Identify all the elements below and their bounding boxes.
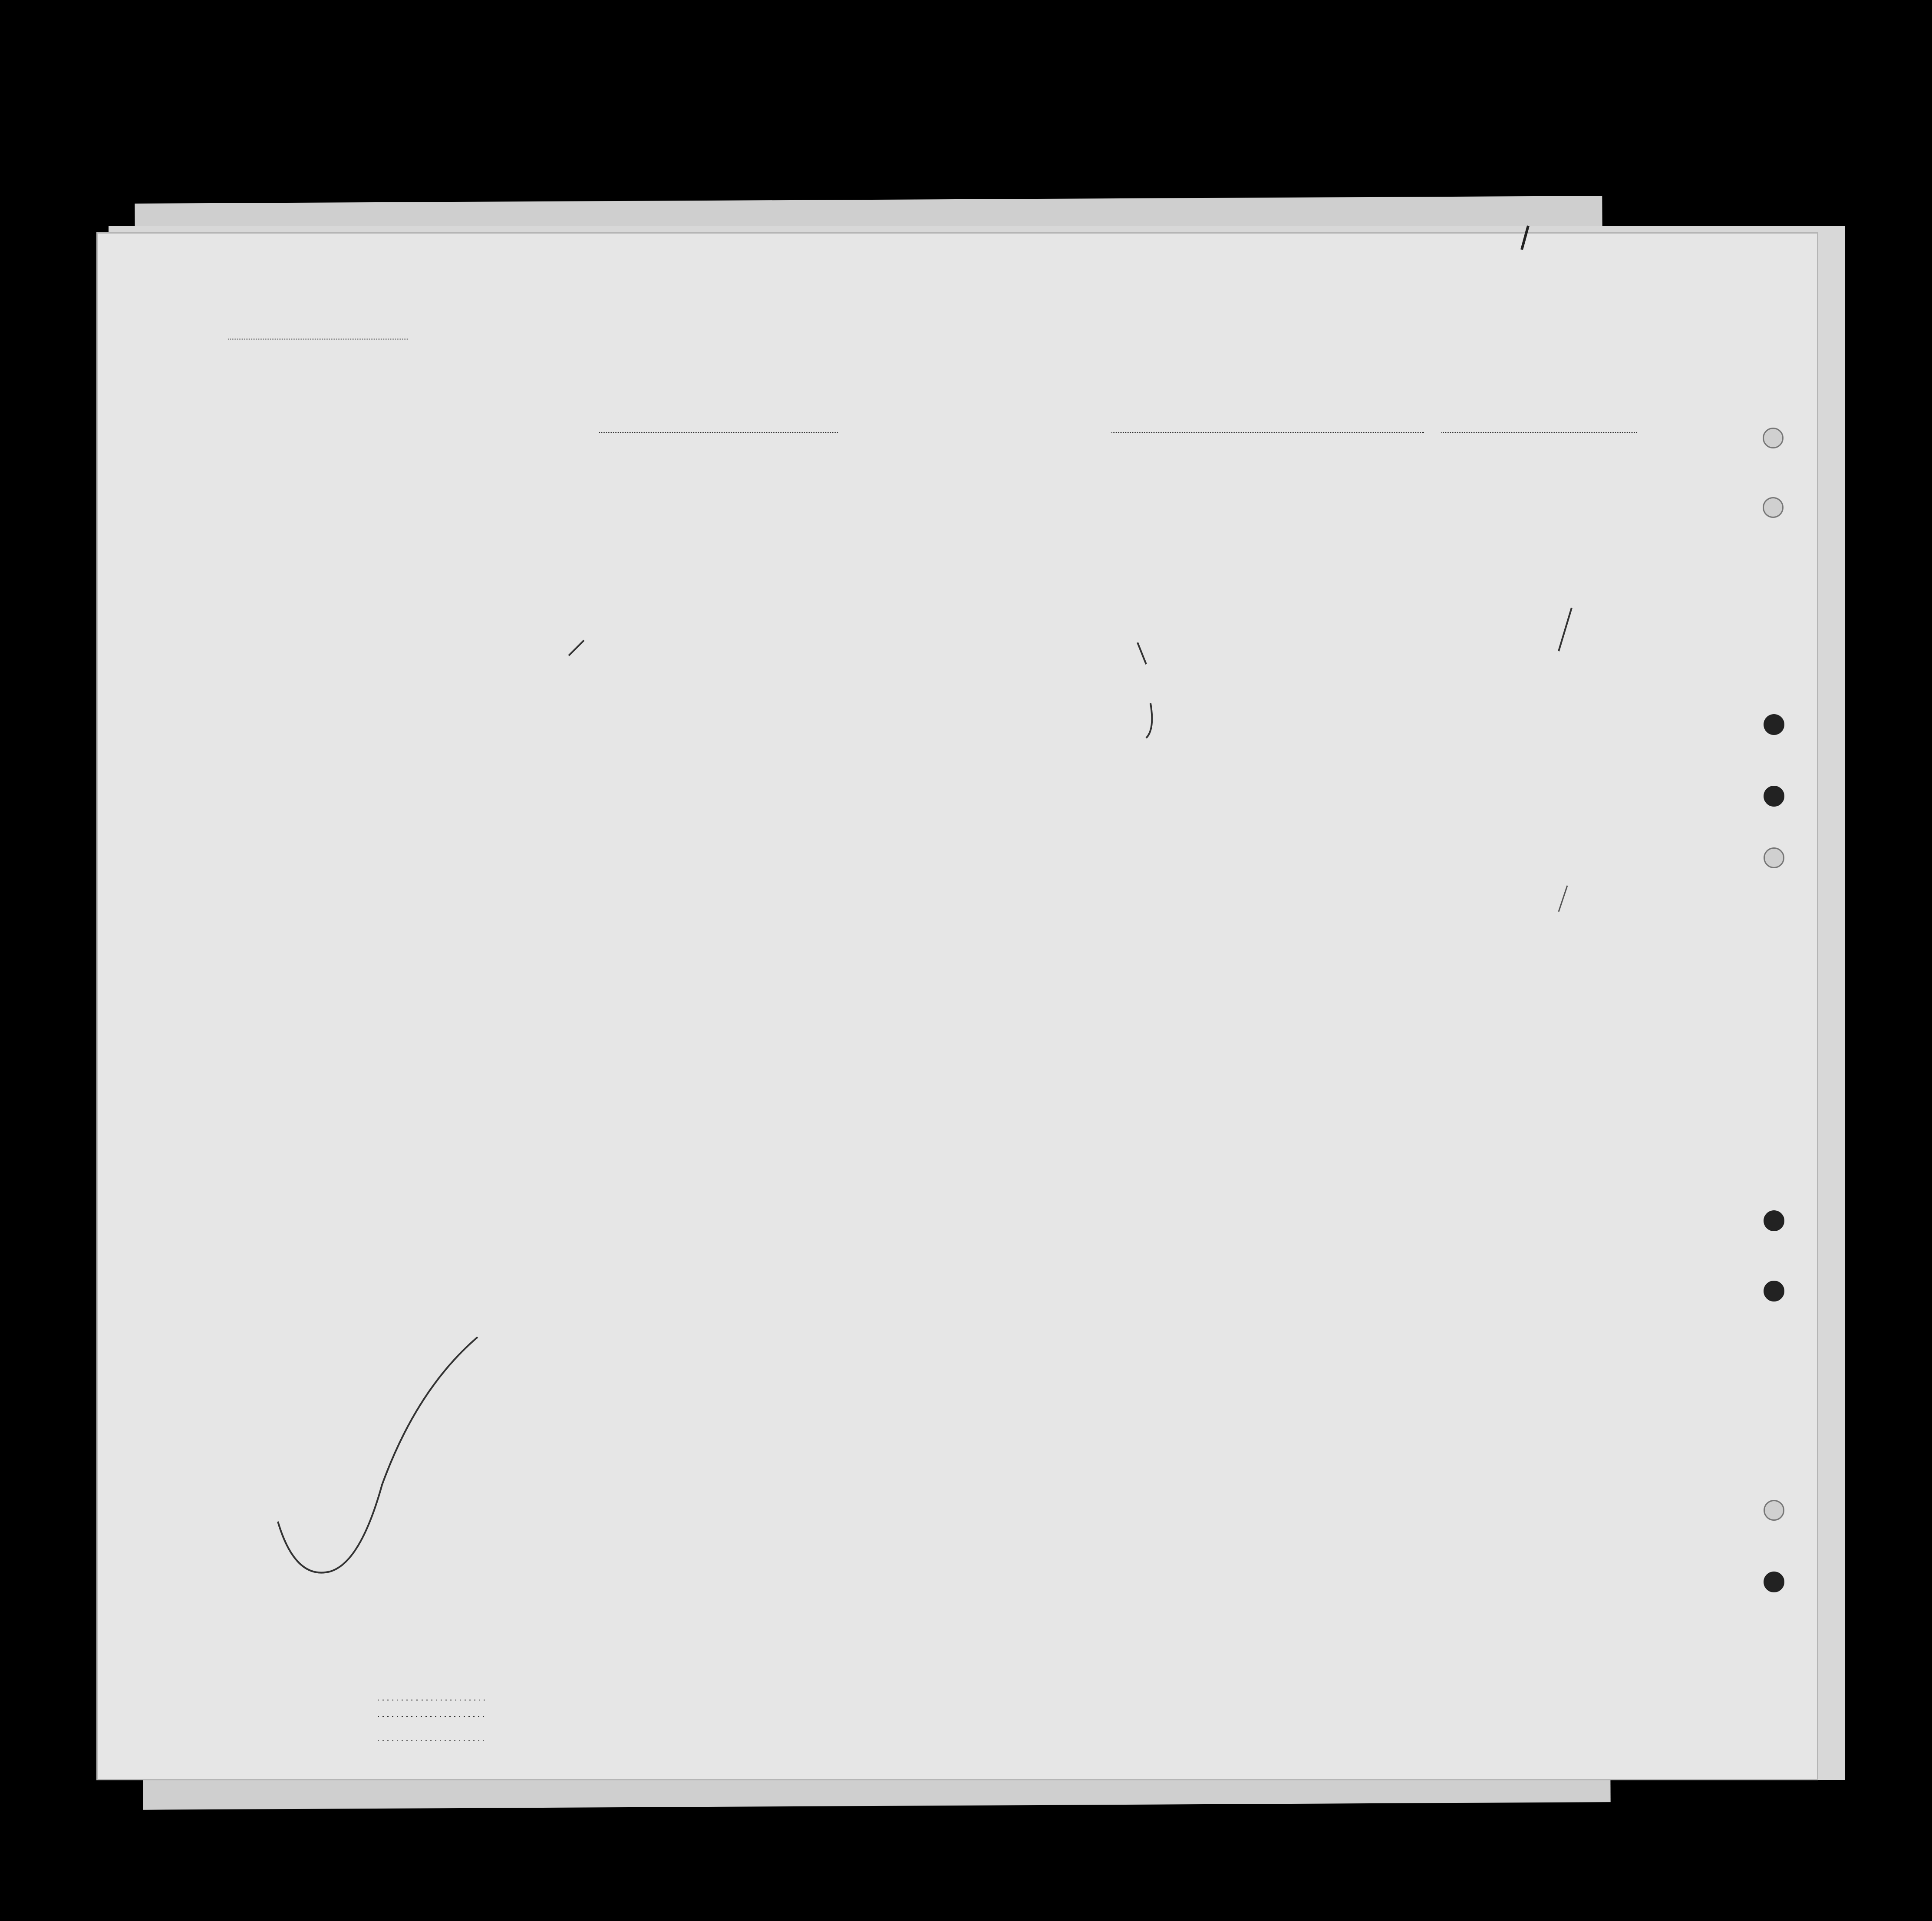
binder-hole: [1764, 1281, 1784, 1302]
binder-hole: [1764, 1500, 1784, 1521]
binder-hole: [1763, 497, 1784, 518]
closing-stroke: [278, 1337, 478, 1573]
tick-mark: [1559, 886, 1567, 912]
binder-hole: [1764, 714, 1784, 735]
binder-hole: [1764, 1572, 1784, 1592]
binder-hole: [1764, 1210, 1784, 1231]
binder-hole: [1763, 428, 1784, 448]
corner-mark: [1522, 226, 1528, 250]
checkmark-age: [569, 640, 584, 656]
signature-stroke: [1137, 643, 1152, 738]
footer-dotted-lines: [378, 1700, 486, 1741]
binder-hole: [1764, 847, 1784, 868]
tick-mark: [1559, 608, 1572, 651]
binder-hole: [1764, 786, 1784, 807]
